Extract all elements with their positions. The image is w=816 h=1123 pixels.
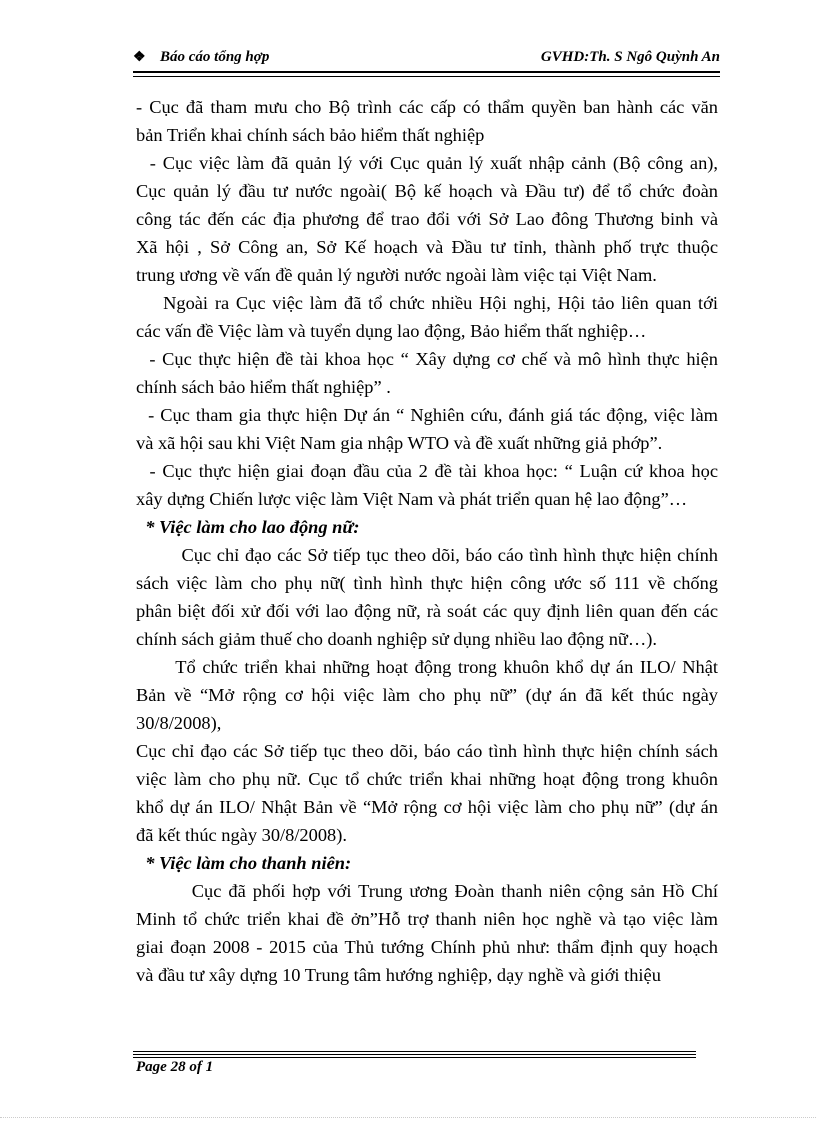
- text-line: chính sách bảo hiểm thất nghiệp” .: [136, 377, 391, 397]
- text-line: Minh tổ chức triển khai đề ởn”Hỗ trợ thanh niên học nghề và tạo việc làm: [136, 909, 718, 929]
- page-edge: [0, 1117, 816, 1118]
- text-line: Cục đã phối hợp với Trung ương Đoàn thanh niên cộng sản Hồ Chí: [136, 881, 718, 901]
- text-line: xây dựng Chiến lược việc làm Việt Nam và phát triển quan hệ lao động”…: [136, 489, 688, 509]
- text-line: và xã hội sau khi Việt Nam gia nhập WTO và đề xuất những giả phớp”.: [136, 433, 663, 453]
- text-line: công tác đến các địa phương để trao đổi với Sở Lao đông Thương binh và: [136, 209, 718, 229]
- header-right-title: GVHD:Th. S Ngô Quỳnh An: [540, 49, 720, 65]
- diamond-bullet-icon: ❖: [133, 50, 146, 65]
- text-line: giai đoạn 2008 - 2015 của Thủ tướng Chính phủ như: thẩm định quy hoạch: [136, 937, 718, 957]
- footer-rule: [133, 1051, 696, 1052]
- text-line: - Cục thực hiện đề tài khoa học “ Xây dựng cơ chế và mô hình thực hiện: [136, 349, 718, 369]
- text-line: - Cục việc làm đã quản lý với Cục quản lý xuất nhập cảnh (Bộ công an),: [136, 153, 718, 173]
- footer-rule: [133, 1054, 696, 1055]
- text-line: - Cục thực hiện giai đoạn đầu của 2 đề tài khoa học: “ Luận cứ khoa học: [136, 461, 718, 481]
- header-left-title: Báo cáo tổng hợp: [160, 49, 270, 65]
- text-line: trung ương về vấn đề quản lý người nước ngoài làm việc tại Việt Nam.: [136, 265, 657, 285]
- text-line: đã kết thúc ngày 30/8/2008).: [136, 825, 347, 845]
- document-body: [136, 93, 718, 989]
- text-line: phân biệt đối xử đối với lao động nữ, rà soát các quy định liên quan đến các: [136, 601, 718, 621]
- text-line: Tổ chức triển khai những hoạt động trong khuôn khổ dự án ILO/ Nhật: [136, 657, 718, 677]
- text-line: - Cục tham gia thực hiện Dự án “ Nghiên cứu, đánh giá tác động, việc làm: [136, 405, 718, 425]
- text-line: việc làm cho phụ nữ. Cục tổ chức triển khai những hoạt động trong khuôn: [136, 769, 718, 789]
- text-line: bản Triển khai chính sách bảo hiểm thất nghiệp: [136, 125, 485, 145]
- text-line: sách việc làm cho phụ nữ( tình hình thực hiện công ước số 111 về chống: [136, 573, 718, 593]
- page-header: [133, 48, 720, 70]
- section-heading-youth-employment: * Việc làm cho thanh niên:: [136, 853, 352, 873]
- text-line: Ngoài ra Cục việc làm đã tổ chức nhiều Hội nghị, Hội tảo liên quan tới: [136, 293, 718, 313]
- footer-rule: [133, 1057, 696, 1058]
- text-line: Cục quản lý đầu tư nước ngoài( Bộ kế hoạch và Đầu tư) để tổ chức đoàn: [136, 181, 718, 201]
- footer-rules: [133, 1051, 696, 1060]
- text-line: và đầu tư xây dựng 10 Trung tâm hướng nghiệp, dạy nghề và giới thiệu: [136, 965, 661, 985]
- header-rule-thin: [133, 76, 720, 77]
- text-line: Cục chỉ đạo các Sở tiếp tục theo dõi, báo cáo tình hình thực hiện chính sách: [136, 741, 718, 761]
- text-line: Xã hội , Sở Công an, Sở Kế hoạch và Đầu tư tỉnh, thành phố trực thuộc: [136, 237, 718, 257]
- section-heading-women-employment: * Việc làm cho lao động nữ:: [136, 517, 360, 537]
- text-line: chính sách giảm thuế cho doanh nghiệp sử dụng nhiều lao động nữ…).: [136, 629, 657, 649]
- text-line: Cục chỉ đạo các Sở tiếp tục theo dõi, báo cáo tình hình thực hiện chính: [136, 545, 718, 565]
- text-line: các vấn đề Việc làm và tuyển dụng lao động, Bảo hiểm thất nghiệp…: [136, 321, 647, 341]
- text-line: Bản về “Mở rộng cơ hội việc làm cho phụ nữ” (dự án đã kết thúc ngày: [136, 685, 718, 705]
- text-line: - Cục đã tham mưu cho Bộ trình các cấp có thẩm quyền ban hành các văn: [136, 97, 718, 117]
- text-line: 30/8/2008),: [136, 713, 222, 733]
- text-line: khổ dự án ILO/ Nhật Bản về “Mở rộng cơ hội việc làm cho phụ nữ” (dự án: [136, 797, 718, 817]
- page-number: Page 28 of 1: [136, 1059, 214, 1075]
- header-rule-thick: [133, 71, 720, 73]
